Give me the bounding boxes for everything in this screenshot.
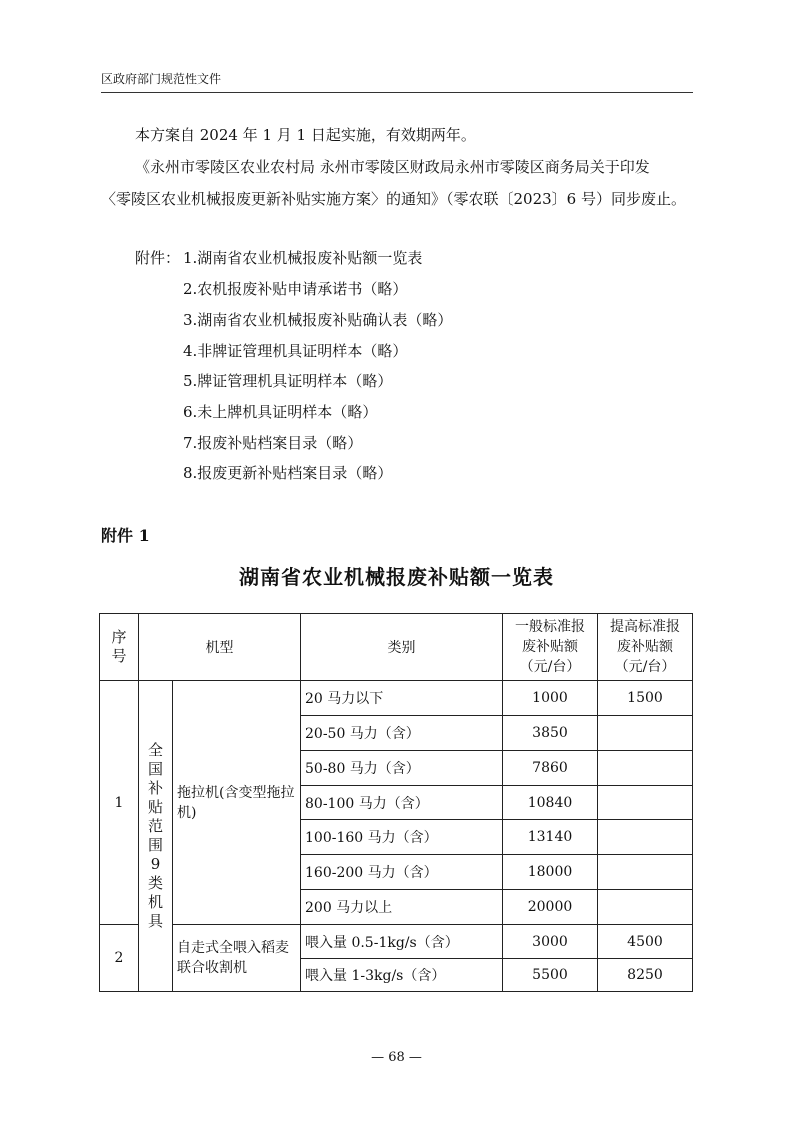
standard-value: 13140 — [503, 820, 598, 855]
category-cell: 160-200 马力（含） — [301, 855, 503, 890]
model-cell: 自走式全喂入稻麦联合收割机 — [173, 925, 301, 992]
header-standard: 一般标准报废补贴额（元/台） — [503, 614, 598, 681]
raised-value — [598, 716, 693, 751]
attachments-label: 附件： — [135, 249, 181, 267]
row-seq: 2 — [100, 925, 139, 992]
attachment-item: 2.农机报废补贴申请承诺书（略） — [183, 280, 408, 298]
raised-value — [598, 855, 693, 890]
table-row — [100, 925, 693, 959]
category-cell: 200 马力以上 — [301, 890, 503, 925]
attachment-item: 6.未上牌机具证明样本（略） — [183, 403, 378, 421]
header-raised: 提高标准报废补贴额（元/台） — [598, 614, 693, 681]
page-number: — 68 — — [371, 1050, 422, 1065]
category-cell: 80-100 马力（含） — [301, 786, 503, 820]
standard-value: 7860 — [503, 751, 598, 786]
category-cell: 50-80 马力（含） — [301, 751, 503, 786]
category-cell: 100-160 马力（含） — [301, 820, 503, 855]
raised-value: 8250 — [598, 959, 693, 992]
raised-value: 1500 — [598, 681, 693, 716]
effective-date-paragraph: 本方案自 2024 年 1 月 1 日起实施，有效期两年。 — [135, 126, 476, 144]
annex-label: 附件 1 — [101, 526, 150, 545]
repeal-paragraph-line2: 〈零陵区农业机械报废更新补贴实施方案〉的通知》（零农联〔2023〕6 号）同步废止。 — [101, 190, 686, 208]
repeal-paragraph-line1: 《永州市零陵区农业农村局 永州市零陵区财政局永州市零陵区商务局关于印发 — [135, 158, 650, 176]
header-model: 机型 — [139, 614, 301, 681]
attachment-item: 7.报废补贴档案目录（略） — [183, 434, 363, 452]
category-cell: 20-50 马力（含） — [301, 716, 503, 751]
category-cell: 喂入量 0.5-1kg/s（含） — [301, 925, 503, 959]
standard-value: 5500 — [503, 959, 598, 992]
header-seq: 序号 — [100, 614, 139, 681]
standard-value: 3850 — [503, 716, 598, 751]
attachment-item: 3.湖南省农业机械报废补贴确认表（略） — [183, 311, 453, 329]
standard-value: 10840 — [503, 786, 598, 820]
standard-value: 1000 — [503, 681, 598, 716]
subsidy-table — [99, 613, 693, 992]
attachment-item: 8.报废更新补贴档案目录（略） — [183, 464, 393, 482]
attachment-item: 1.湖南省农业机械报废补贴额一览表 — [183, 249, 423, 267]
standard-value: 3000 — [503, 925, 598, 959]
standard-value: 18000 — [503, 855, 598, 890]
attachment-item: 4.非牌证管理机具证明样本（略） — [183, 342, 408, 360]
raised-value: 4500 — [598, 925, 693, 959]
group-label-cell: 全国补贴范围9类机具 — [139, 681, 173, 992]
table-header-row — [100, 614, 693, 681]
attachment-item: 5.牌证管理机具证明样本（略） — [183, 372, 393, 390]
document-header: 区政府部门规范性文件 — [101, 70, 693, 93]
category-cell: 20 马力以下 — [301, 681, 503, 716]
raised-value — [598, 820, 693, 855]
table-row — [100, 681, 693, 716]
model-cell: 拖拉机(含变型拖拉机) — [173, 681, 301, 925]
raised-value — [598, 786, 693, 820]
raised-value — [598, 890, 693, 925]
standard-value: 20000 — [503, 890, 598, 925]
table-title: 湖南省农业机械报废补贴额一览表 — [239, 565, 554, 589]
row-seq: 1 — [100, 681, 139, 925]
raised-value — [598, 751, 693, 786]
header-category: 类别 — [301, 614, 503, 681]
category-cell: 喂入量 1-3kg/s（含） — [301, 959, 503, 992]
